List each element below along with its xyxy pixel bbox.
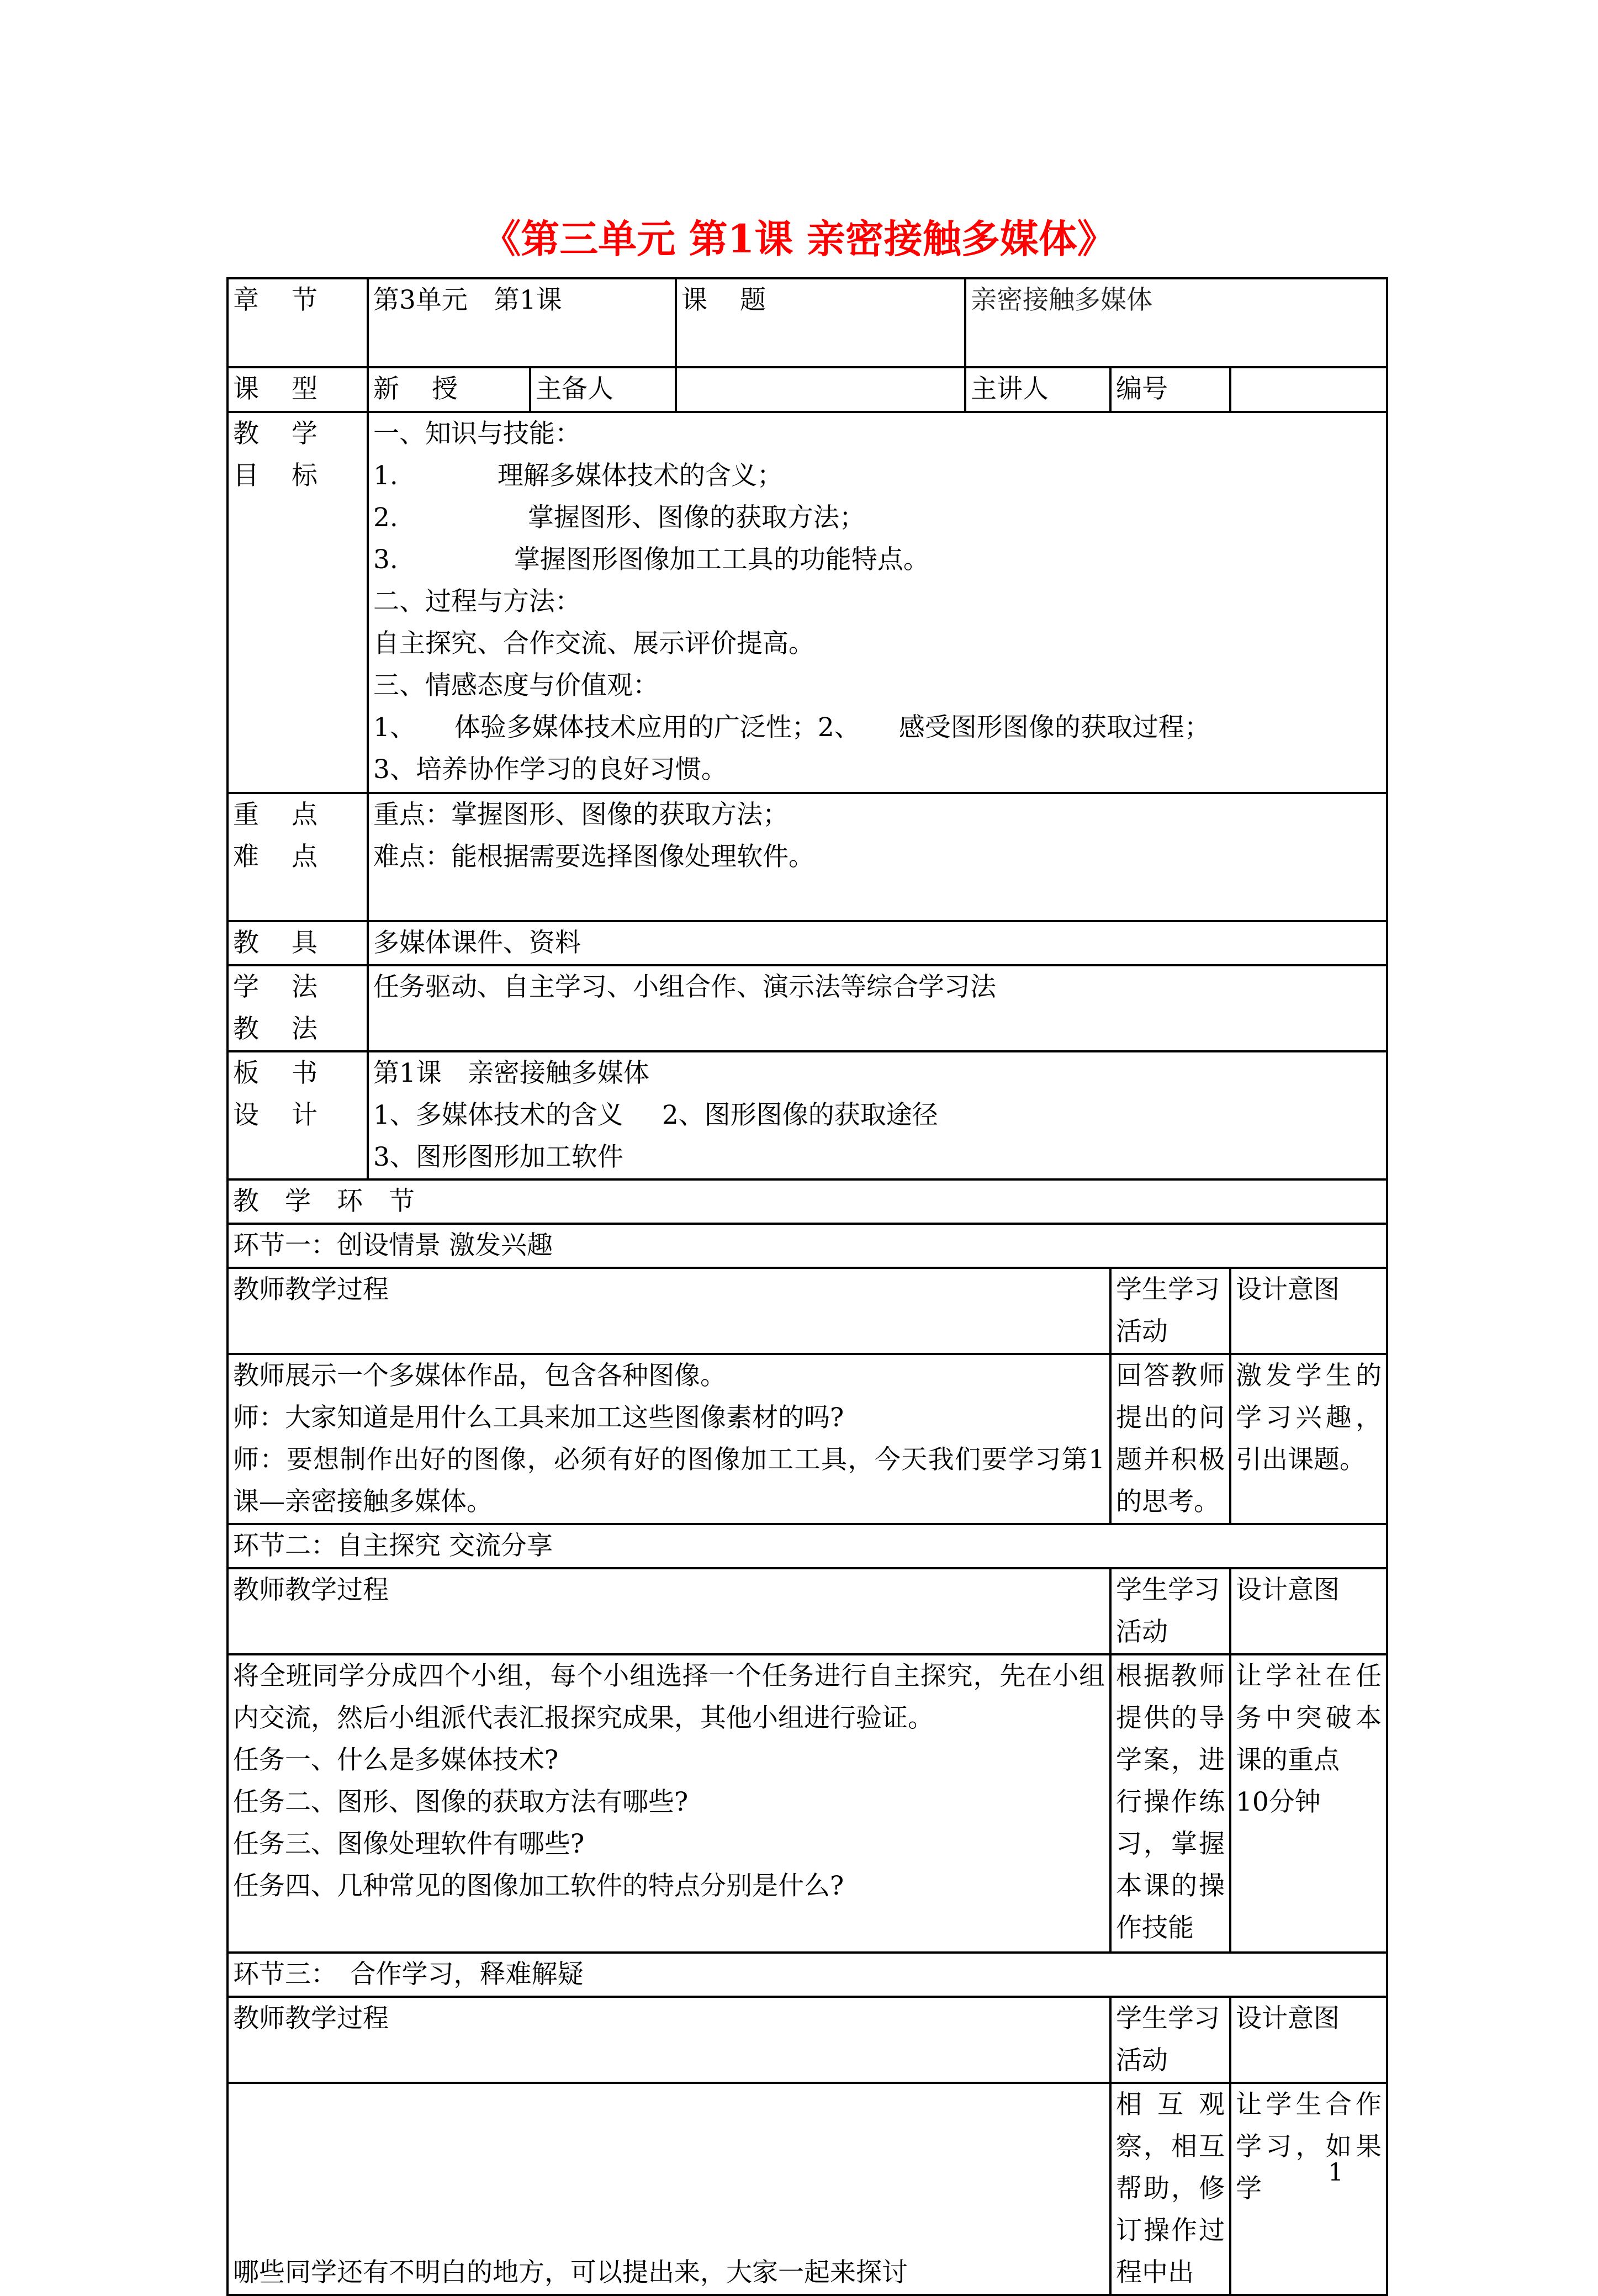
stage2-design-time: 10分钟 — [1236, 1787, 1321, 1817]
key-points-content — [368, 793, 1387, 921]
teacher-process-header: 教师教学过程 — [227, 1268, 1110, 1354]
stage3-content-row — [227, 2083, 1387, 2295]
stage1-student-activity: 回答教师提出的问题并积极的思考。 — [1110, 1354, 1230, 1524]
objective-attitude-line-2: 3、培养协作学习的良好习惯。 — [373, 754, 727, 785]
key-points-label — [227, 793, 368, 921]
methods-value: 任务驱动、自主学习、小组合作、演示法等综合学习法 — [368, 965, 1387, 1051]
key-point-text: 重点：掌握图形、图像的获取方法； — [373, 800, 789, 830]
objective-item-2-text: 掌握图形、图像的获取方法； — [527, 502, 865, 533]
difficulty-text: 难点：能根据需要选择图像处理软件。 — [373, 842, 814, 872]
methods-label-line-2: 教 法 — [233, 1014, 330, 1044]
stage3-student-activity: 相互观察，相互帮助，修订操作过程中出 — [1110, 2083, 1230, 2295]
objective-heading-process: 二、过程与方法： — [373, 586, 581, 617]
objective-item-2 — [373, 497, 1382, 539]
lecturer-label: 主讲人 — [965, 367, 1110, 412]
objective-item-1-text: 理解多媒体技术的含义； — [497, 461, 783, 491]
stage2-task-3: 任务三、图像处理软件有哪些? — [233, 1829, 585, 1859]
design-intent-header: 设计意图 — [1230, 1268, 1387, 1354]
chapter-label: 章 节 — [227, 278, 368, 367]
topic-value: 亲密接触多媒体 — [965, 278, 1387, 367]
stage2-column-header-row — [227, 1568, 1387, 1654]
stage3-title: 环节三： 合作学习，释难解疑 — [227, 1953, 1387, 1997]
stage3-column-header-row — [227, 1997, 1387, 2083]
stages-heading: 教 学 环 节 — [227, 1179, 1387, 1224]
chapter-value: 第3单元 第1课 — [368, 278, 676, 367]
stage1-content-row — [227, 1354, 1387, 1524]
stage2-design-intent — [1230, 1654, 1387, 1953]
methods-label-line-1: 学 法 — [233, 972, 330, 1002]
student-activity-header: 学生学习活动 — [1110, 1268, 1230, 1354]
methods-row — [227, 965, 1387, 1051]
header-row-type — [227, 367, 1387, 412]
stages-heading-row — [227, 1179, 1387, 1224]
stage1-teacher-line-2: 师：大家知道是用什么工具来加工这些图像素材的吗? — [233, 1403, 844, 1433]
objectives-label-line-1: 教 学 — [233, 419, 330, 449]
stage2-teacher-content — [227, 1654, 1110, 1953]
board-design-label — [227, 1051, 368, 1179]
teacher-process-header: 教师教学过程 — [227, 1997, 1110, 2083]
tools-value: 多媒体课件、资料 — [368, 921, 1387, 965]
tools-row — [227, 921, 1387, 965]
objectives-row — [227, 412, 1387, 793]
stage2-title-row — [227, 1524, 1387, 1568]
stage2-task-1: 任务一、什么是多媒体技术? — [233, 1745, 559, 1775]
objective-attitude-line-1: 1、 体验多媒体技术应用的广泛性；2、 感受图形图像的获取过程； — [373, 712, 1210, 743]
objective-item-2-number: 2. — [373, 502, 398, 533]
board-design-label-line-2: 设 计 — [233, 1100, 330, 1130]
board-design-label-line-1: 板 书 — [233, 1058, 330, 1088]
stage2-title: 环节二：自主探究 交流分享 — [227, 1524, 1387, 1568]
board-line-2: 1、多媒体技术的含义 2、图形图像的获取途径 — [373, 1100, 938, 1130]
board-line-1: 第1课 亲密接触多媒体 — [373, 1058, 649, 1088]
stage1-title-row — [227, 1224, 1387, 1268]
stage2-design-text: 让学社在任务中突破本课的重点 — [1236, 1661, 1382, 1775]
stage1-column-header-row — [227, 1268, 1387, 1354]
stage1-design-intent: 激发学生的学习兴趣，引出课题。 — [1230, 1354, 1387, 1524]
objectives-label-line-2: 目 标 — [233, 461, 330, 491]
stage2-task-2: 任务二、图形、图像的获取方法有哪些? — [233, 1787, 689, 1817]
stage1-teacher-content — [227, 1354, 1110, 1524]
stage3-teacher-content: 哪些同学还有不明白的地方，可以提出来，大家一起来探讨 — [227, 2083, 1110, 2295]
teacher-process-header: 教师教学过程 — [227, 1568, 1110, 1654]
board-line-3: 3、图形图形加工软件 — [373, 1142, 623, 1172]
topic-label: 课 题 — [676, 278, 965, 367]
design-intent-header: 设计意图 — [1230, 1997, 1387, 2083]
stage2-student-activity: 根据教师提供的导学案，进行操作练习，掌握本课的操作技能 — [1110, 1654, 1230, 1953]
objective-item-1-number: 1. — [373, 461, 398, 491]
tools-label: 教 具 — [227, 921, 368, 965]
stage2-task-4: 任务四、几种常见的图像加工软件的特点分别是什么? — [233, 1871, 844, 1901]
lesson-plan-table — [226, 277, 1388, 2296]
number-label: 编号 — [1110, 367, 1230, 412]
preparer-label: 主备人 — [530, 367, 676, 412]
objective-item-1 — [373, 455, 1382, 497]
stage2-content-row — [227, 1654, 1387, 1953]
stage1-teacher-line-3: 师：要想制作出好的图像，必须有好的图像加工工具，今天我们要学习第1课—亲密接触多媒体。 — [233, 1445, 1105, 1517]
objectives-content — [368, 412, 1387, 793]
key-points-row — [227, 793, 1387, 921]
key-points-label-line-1: 重 点 — [233, 800, 330, 830]
type-label: 课 型 — [227, 367, 368, 412]
student-activity-header: 学生学习活动 — [1110, 1568, 1230, 1654]
design-intent-header: 设计意图 — [1230, 1568, 1387, 1654]
key-points-label-line-2: 难 点 — [233, 842, 330, 872]
objective-heading-knowledge: 一、知识与技能： — [373, 419, 581, 449]
objectives-label — [227, 412, 368, 793]
board-design-row — [227, 1051, 1387, 1179]
objective-item-3-text: 掌握图形图像加工工具的功能特点。 — [514, 544, 929, 575]
student-activity-header: 学生学习活动 — [1110, 1997, 1230, 2083]
preparer-value — [676, 367, 965, 412]
header-row-chapter — [227, 278, 1387, 367]
stage3-design-intent: 让学生合作学习，如果学 — [1230, 2083, 1387, 2295]
board-design-content — [368, 1051, 1387, 1179]
methods-label — [227, 965, 368, 1051]
stage3-title-row — [227, 1953, 1387, 1997]
stage1-title: 环节一：创设情景 激发兴趣 — [227, 1224, 1387, 1268]
objective-item-3-number: 3. — [373, 544, 398, 575]
document-title: 《第三单元 第1课 亲密接触多媒体》 — [482, 216, 1116, 262]
type-value: 新 授 — [368, 367, 530, 412]
page-number: 1 — [1328, 2159, 1343, 2187]
stage1-teacher-line-1: 教师展示一个多媒体作品，包含各种图像。 — [233, 1361, 726, 1391]
objective-heading-attitude: 三、情感态度与价值观： — [373, 670, 659, 701]
objective-item-3 — [373, 539, 1382, 581]
number-value — [1230, 367, 1387, 412]
objective-process-text: 自主探究、合作交流、展示评价提高。 — [373, 628, 814, 659]
stage2-teacher-intro: 将全班同学分成四个小组，每个小组选择一个任务进行自主探究，先在小组内交流，然后小组派代表汇报探究成果，其他小组进行验证。 — [233, 1661, 1105, 1733]
